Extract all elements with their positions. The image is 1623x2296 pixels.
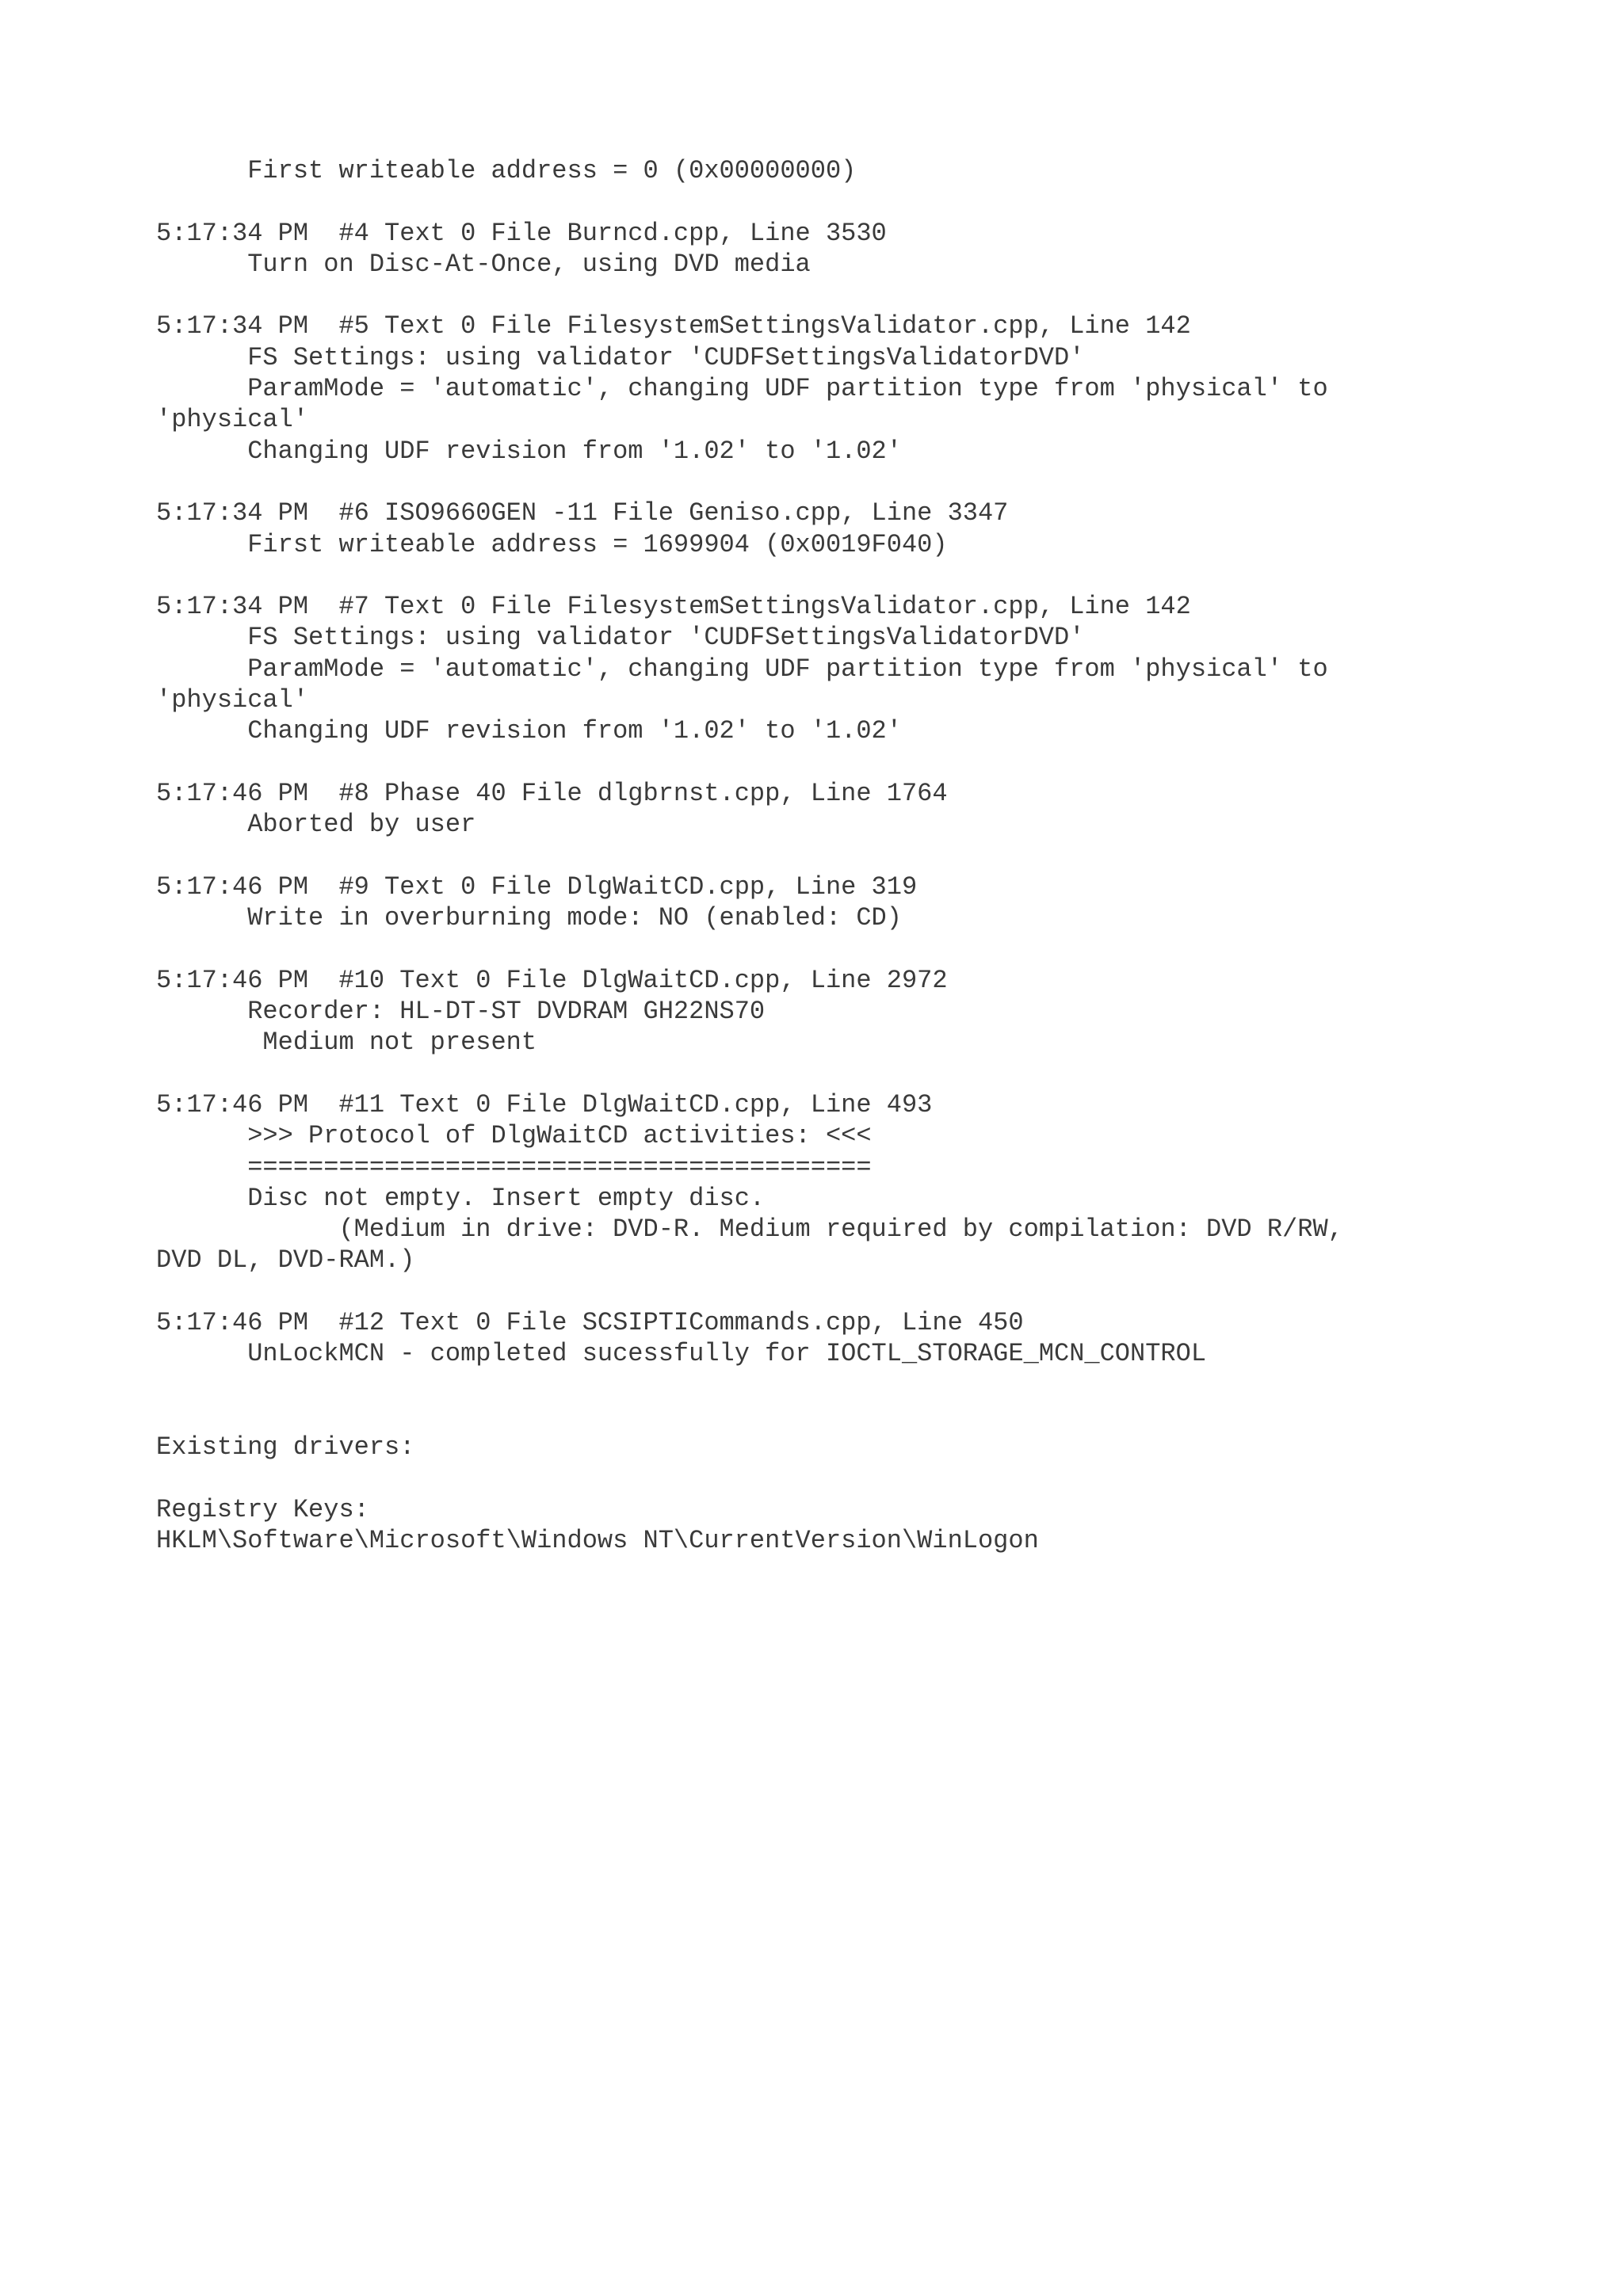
log-text [156,155,1614,1556]
log-line: 5:17:46 PM #8 Phase 40 File dlgbrnst.cpp, Line 1764 [156,778,948,808]
log-line [156,933,1614,964]
log-line: >>> Protocol of DlgWaitCD activities: <<< [156,1121,872,1151]
log-line: First writeable address = 0 (0x00000000) [156,156,857,185]
log-line: HKLM\Software\Microsoft\Windows NT\CurrentVersion\WinLogon [156,1526,1039,1556]
log-line [156,1401,1614,1432]
log-line [156,560,1614,591]
log-line: 5:17:46 PM #9 Text 0 File DlgWaitCD.cpp, Line 319 [156,871,918,902]
log-line: ParamMode = 'automatic', changing UDF partition type from 'physical' to [156,654,1328,684]
log-line: Existing drivers: [156,1432,415,1463]
log-line: 5:17:46 PM #10 Text 0 File DlgWaitCD.cpp, Line 2972 [156,965,948,995]
log-line: Write in overburning mode: NO (enabled: CD) [156,903,902,933]
log-line: 'physical' [156,685,309,715]
log-line: Medium not present [156,1028,537,1058]
log-line: Aborted by user [156,810,476,840]
log-line: 5:17:46 PM #11 Text 0 File DlgWaitCD.cpp, Line 493 [156,1089,933,1119]
log-line [156,1370,1614,1401]
log-line: Changing UDF revision from '1.02' to '1.02' [156,436,902,466]
log-line [156,1276,1614,1307]
log-line: 5:17:46 PM #12 Text 0 File SCSIPTICommands.cpp, Line 450 [156,1307,1024,1337]
log-line: ========================================= [156,1152,872,1182]
log-line: 5:17:34 PM #4 Text 0 File Burncd.cpp, Line 3530 [156,218,887,248]
log-line: 'physical' [156,405,309,435]
log-line [156,747,1614,778]
log-line: Registry Keys: [156,1494,369,1524]
log-line: FS Settings: using validator 'CUDFSettingsValidatorDVD' [156,342,1085,372]
log-line: ParamMode = 'automatic', changing UDF partition type from 'physical' to [156,374,1328,404]
log-line: 5:17:34 PM #6 ISO9660GEN -11 File Geniso.cpp, Line 3347 [156,498,1009,528]
log-line: Changing UDF revision from '1.02' to '1.02' [156,716,902,746]
log-line [156,467,1614,498]
log-line: (Medium in drive: DVD-R. Medium required by compilation: DVD R/RW, [156,1215,1343,1245]
log-line [156,186,1614,217]
log-line [156,1463,1614,1493]
log-line [156,841,1614,871]
log-line [156,280,1614,311]
log-line: First writeable address = 1699904 (0x0019F040) [156,529,948,559]
log-line: UnLockMCN - completed sucessfully for IOCTL_STORAGE_MCN_CONTROL [156,1339,1207,1369]
log-line: Disc not empty. Insert empty disc. [156,1183,766,1213]
log-line: DVD DL, DVD-RAM.) [156,1245,415,1276]
log-line [156,1058,1614,1089]
log-line: Turn on Disc-At-Once, using DVD media [156,249,811,279]
log-line: 5:17:34 PM #7 Text 0 File FilesystemSettingsValidator.cpp, Line 142 [156,592,1191,622]
log-line: FS Settings: using validator 'CUDFSettingsValidatorDVD' [156,623,1085,653]
log-line: Recorder: HL-DT-ST DVDRAM GH22NS70 [156,997,766,1027]
log-line: 5:17:34 PM #5 Text 0 File FilesystemSettingsValidator.cpp, Line 142 [156,311,1191,341]
